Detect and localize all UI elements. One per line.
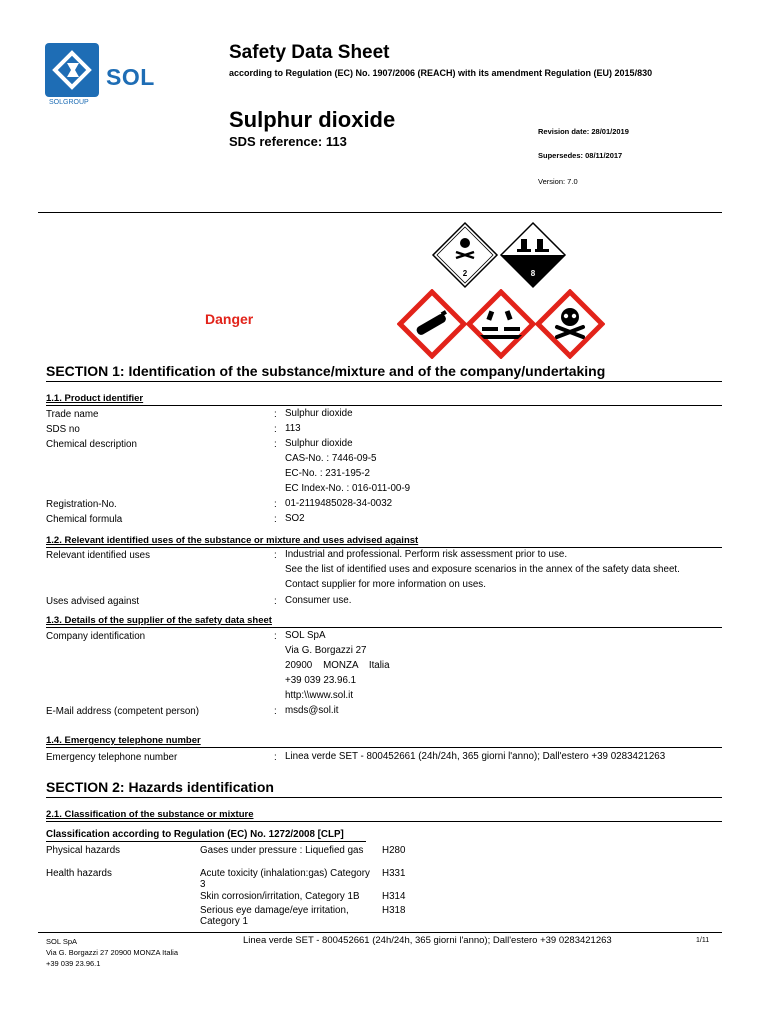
transport-corrosive-icon [499,221,567,289]
uses-advised-against-label: Uses advised against [46,596,140,607]
signal-word: Danger [205,311,254,327]
supersedes-date: Supersedes: 08/11/2017 [538,151,623,160]
sol-logo-mark [45,43,99,97]
hazard-group: Health hazards [46,868,112,879]
hazard-class: Acute toxicity (inhalation:gas) Category 3 [200,868,370,890]
chemical-formula-label: Chemical formula [46,514,123,525]
revision-date: Revision date: 28/01/2019 [538,127,629,136]
email-label: E-Mail address (competent person) [46,706,200,717]
section-2-rule [46,797,722,798]
logo-text: SOL [106,64,155,90]
footer-divider [38,932,722,933]
identified-use-line: See the list of identified uses and exposure scenarios in the annex of the safety data sheet. [285,564,680,575]
subsection-2-1-heading: 2.1. Classification of the substance or mixture [46,809,254,820]
footer-emergency-line: Linea verde SET - 800452661 (24h/24h, 365 giorni l'anno); Dall'estero +39 0283421263 [243,935,612,946]
colon: : [274,550,277,561]
colon: : [274,439,277,450]
transport-toxic-gas-icon [431,221,499,289]
trade-name-value: Sulphur dioxide [285,408,353,419]
logo-group-text: SOLGROUP [49,99,89,106]
registration-value: 01-2119485028-34-0032 [285,498,393,509]
ec-index-number: EC Index-No. : 016-011-00-9 [285,483,411,494]
hazard-code: H280 [382,845,406,856]
version: Version: 7.0 [538,177,578,186]
footer-company: SOL SpA [46,937,77,946]
identified-uses-label: Relevant identified uses [46,550,151,561]
colon: : [274,706,277,717]
document-subtitle: according to Regulation (EC) No. 1907/2006 (REACH) with its amendment Regulation (EU) 2015/830 [229,68,653,78]
section-2-heading: SECTION 2: Hazards identification [46,779,274,795]
subsection-rule [46,747,722,748]
company-name: SOL SpA [285,630,326,641]
emergency-telephone-value: Linea verde SET - 800452661 (24h/24h, 365 giorni l'anno); Dall'estero +39 0283421263 [285,751,666,762]
subsection-1-4-heading: 1.4. Emergency telephone number [46,735,201,746]
colon: : [274,424,277,435]
section-1-rule [46,381,722,382]
identified-use-line: Industrial and professional. Perform risk assessment prior to use. [285,549,568,560]
transport-class-8: 8 [530,269,536,278]
clp-classification-heading: Classification according to Regulation (EC) No. 1272/2008 [CLP] [46,829,344,840]
document-title: Safety Data Sheet [229,42,390,63]
cas-number: CAS-No. : 7446-09-5 [285,453,377,464]
email-value: msds@sol.it [285,705,339,716]
hazard-code: H318 [382,905,406,916]
subsection-1-3-heading: 1.3. Details of the supplier of the safety data sheet [46,615,272,626]
chemical-formula-value: SO2 [285,513,305,524]
sds-reference: SDS reference: 113 [229,134,347,149]
chemical-description-name: Sulphur dioxide [285,438,353,449]
clp-heading-rule [46,841,366,842]
skull-crossbones-icon [535,289,605,359]
sds-no-value: 113 [285,423,301,434]
ec-number: EC-No. : 231-195-2 [285,468,370,479]
gas-cylinder-icon [397,289,467,359]
hazard-code: H314 [382,891,406,902]
logo-diamond-icon [45,43,99,97]
corrosion-icon [466,289,536,359]
section-1-heading: SECTION 1: Identification of the substance/mixture and of the company/undertaking [46,363,606,379]
footer-address: Via G. Borgazzi 27 20900 MONZA Italia [46,948,179,957]
subsection-rule [46,821,722,822]
company-identification-label: Company identification [46,631,146,642]
colon: : [274,499,277,510]
header-divider [38,212,722,213]
trade-name-label: Trade name [46,409,99,420]
emergency-telephone-label: Emergency telephone number [46,752,178,763]
company-street: Via G. Borgazzi 27 [285,645,367,656]
hazard-group: Physical hazards [46,845,121,856]
colon: : [274,631,277,642]
chemical-description-label: Chemical description [46,439,137,450]
transport-class-2: 2 [462,269,468,278]
hazard-class: Serious eye damage/eye irritation, Category 1 [200,905,349,927]
subsection-1-2-heading: 1.2. Relevant identified uses of the substance or mixture and uses advised against [46,535,419,546]
company-phone: +39 039 23.96.1 [285,675,357,686]
colon: : [274,409,277,420]
footer-phone: +39 039 23.96.1 [46,959,101,968]
subsection-rule [46,405,722,406]
hazard-code: H331 [382,868,406,879]
hazard-class: Gases under pressure : Liquefied gas [200,845,364,856]
company-city: 20900 MONZA Italia [285,660,390,671]
uses-advised-against-value: Consumer use. [285,595,352,606]
subsection-1-1-heading: 1.1. Product identifier [46,393,144,404]
hazard-class: Skin corrosion/irritation, Category 1B [200,891,360,902]
identified-use-line: Contact supplier for more information on uses. [285,579,486,590]
substance-name: Sulphur dioxide [229,107,396,132]
subsection-rule [46,627,722,628]
registration-label: Registration-No. [46,499,117,510]
company-website: http:\\www.sol.it [285,690,354,701]
page-number: 1/11 [696,937,710,944]
colon: : [274,752,277,763]
colon: : [274,596,277,607]
sds-no-label: SDS no [46,424,80,435]
colon: : [274,514,277,525]
